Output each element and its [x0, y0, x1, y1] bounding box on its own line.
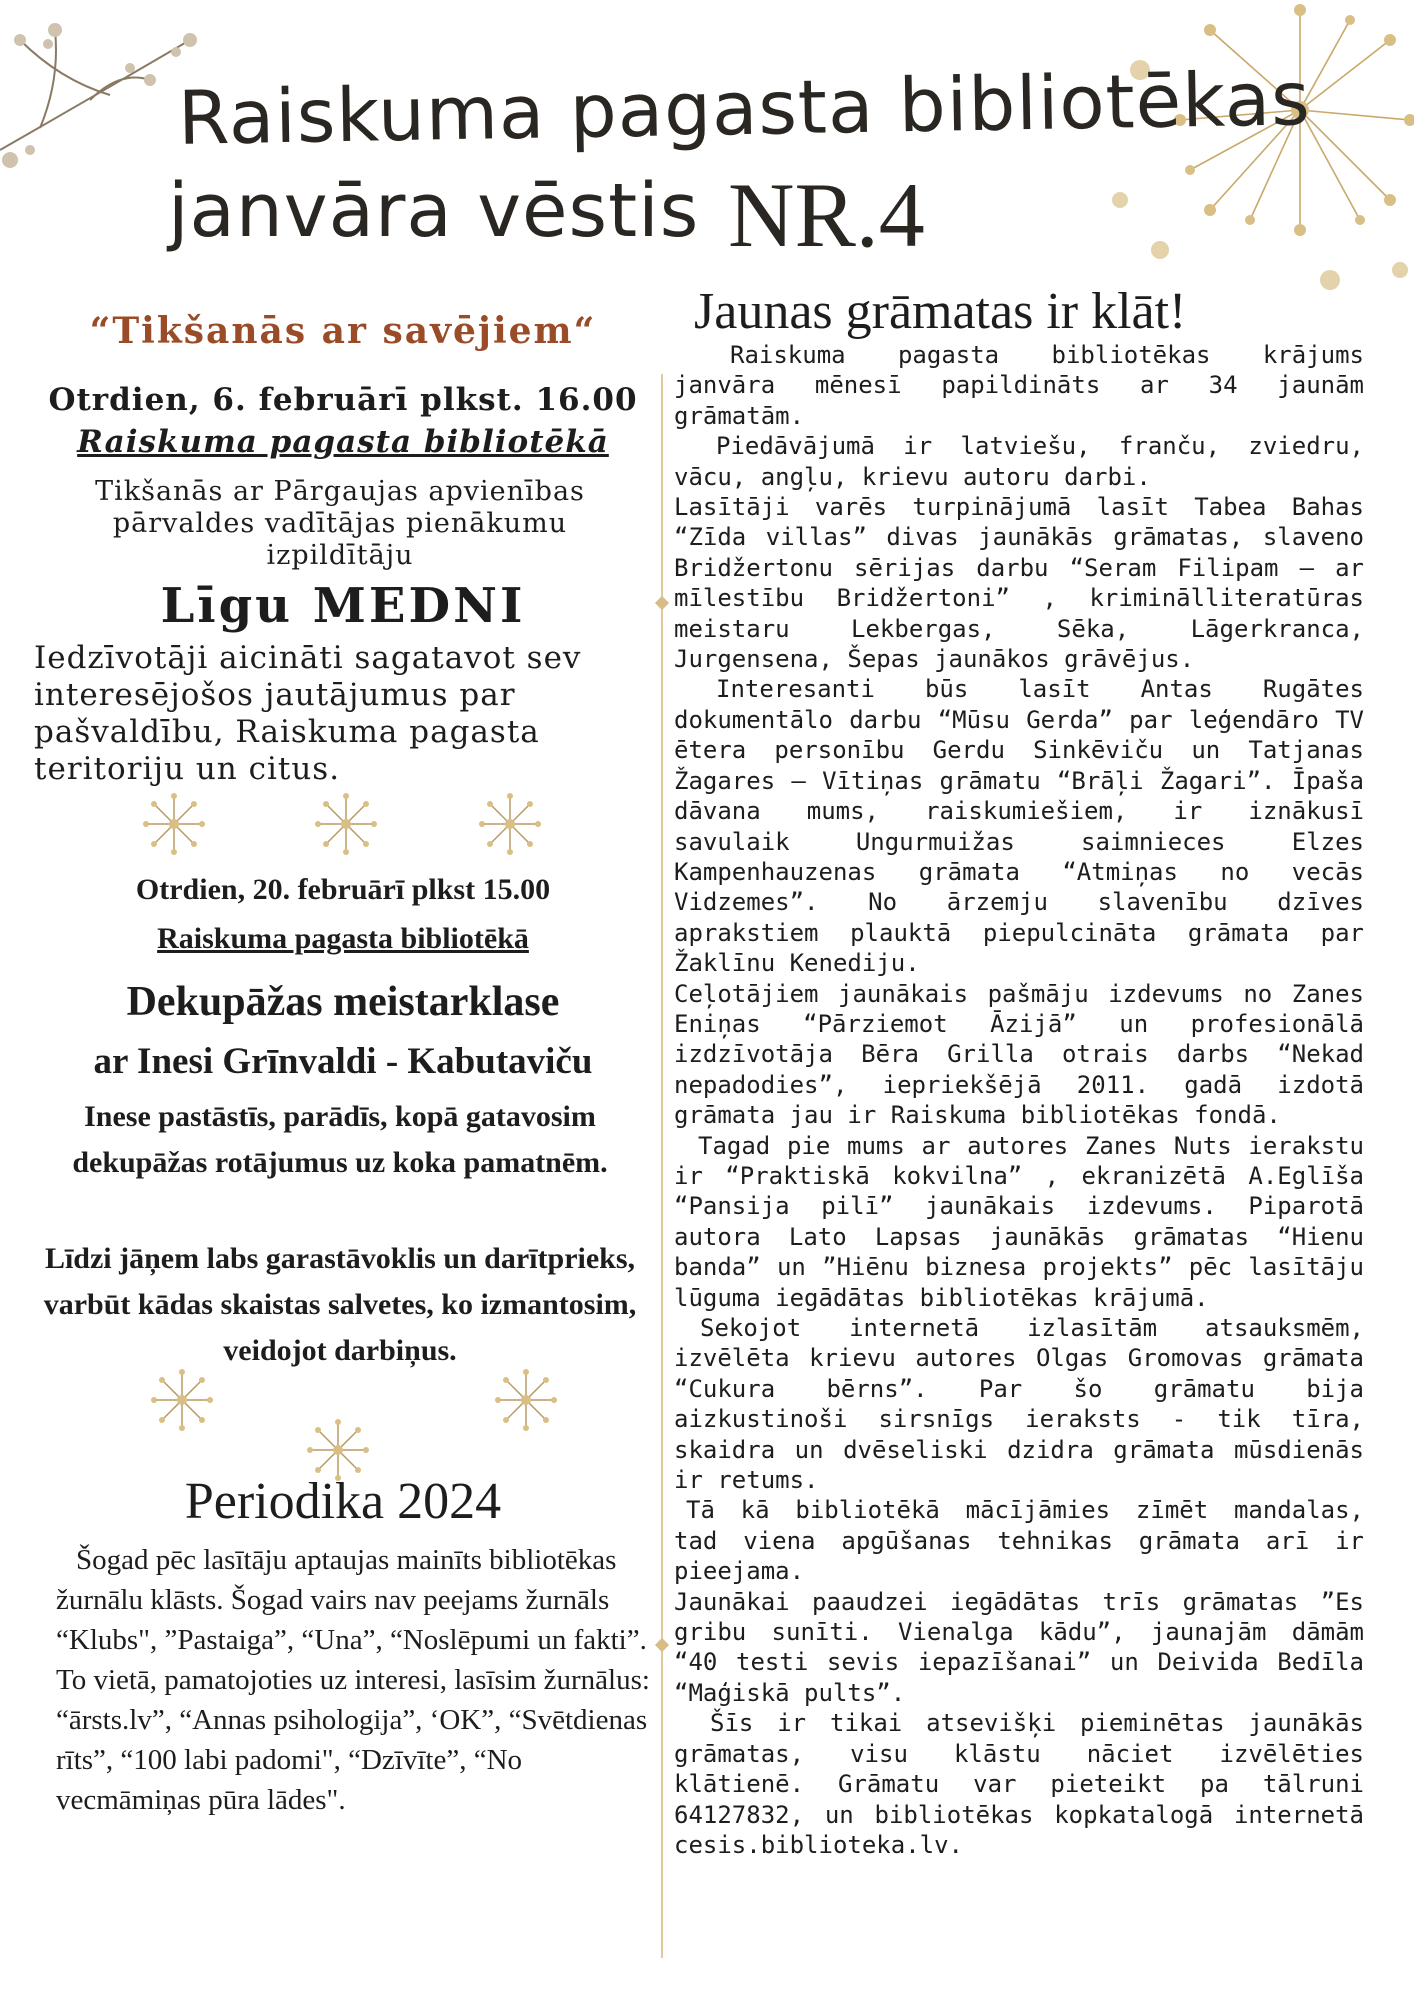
- snowflake-flower-icon: [494, 1368, 558, 1432]
- new-books-paragraph: Tā kā bibliotēkā mācījāmies zīmēt mandalas, tad viena apgūšanas tehnikas grāmata arī ir pieejama.: [674, 1496, 1364, 1586]
- event1-quote-title: “Tikšanās ar savējiem“: [89, 310, 597, 352]
- periodika-paragraph: Šogad pēc lasītāju aptaujas mainīts bibliotēkas žurnālu klāsts. Šogad vairs nav peejams žurnāls “Klubs", ”Pastaiga”, “Una”, “Noslēpumi un fakti”.: [56, 1544, 647, 1656]
- event2-place: Raiskuma pagasta bibliotēkā: [157, 922, 529, 955]
- event1-description: Tikšanās ar Pārgaujas apvienības pārvaldes vadītājas pienākumu izpildītāju: [95, 476, 585, 571]
- event1-place: Raiskuma pagasta bibliotēkā: [77, 424, 609, 460]
- event2-bring-note: Līdzi jāņem labs garastāvoklis un darītprieks, varbūt kādas skaistas salvetes, ko izmantosim, veidojot darbiņus.: [43, 1242, 637, 1367]
- snowflake-flower-icon: [150, 1368, 214, 1432]
- event2-description: Inese pastāstīs, parādīs, kopā gatavosim dekupāžas rotājumus uz koka pamatnēm.: [72, 1100, 608, 1179]
- periodika-heading: Periodika 2024: [184, 1473, 502, 1530]
- dandelion-flower-icon: [1100, 0, 1414, 300]
- newsletter-title: Raiskuma pagasta bibliotēkas: [177, 56, 1312, 162]
- event2-subtitle: ar Inesi Grīnvaldi - Kabutaviču: [93, 1041, 593, 1082]
- periodika-paragraph: To vietā, pamatojoties uz interesi, lasīsim žurnālus: “ārsts.lv”, “Annas psihologija”, ‘OK”, “Svētdienas rīts”, “100 labi padomi", “Dzīvīte”, “No vecmāmiņas pūra lādes".: [56, 1664, 650, 1816]
- event2-date: Otrdien, 20. februārī plkst 15.00: [135, 873, 551, 906]
- new-books-paragraph: Lasītāji varēs turpinājumā lasīt Tabea Bahas “Zīda villas” divas jaunākās grāmatas, slaveno Bridžertonu sērijas darbu “Seram Filipam – ar mīlestību Bridžertoni” , kriminālliteratūras meistaru Lekbergas, Sēka, Lāgerkranca, Jurgensena, Šepas jaunākos grāvējus.: [674, 493, 1364, 674]
- new-books-paragraph: Jaunākai paaudzei iegādātas trīs grāmatas ”Es gribu sunīti. Vienalga kādu”, jaunajām dāmām “40 testi sevis iepazīšanai” un Deivida Bedīla “Maģiskā pults”.: [674, 1587, 1364, 1707]
- divider-ornament: [655, 1638, 669, 1652]
- new-books-paragraph: Šīs ir tikai atsevišķi pieminētas jaunākās grāmatas, visu klāstu nāciet izvēlēties klātienē. Grāmatu var pieteikt pa tālruni 64127832, un bibliotēkas kopkatalogā internetā cesis.biblioteka.lv.: [674, 1709, 1364, 1859]
- event1-date: Otrdien, 6. februārī plkst. 16.00: [48, 382, 638, 418]
- divider-ornament: [655, 596, 669, 610]
- dry-branch-icon: [0, 0, 200, 190]
- new-books-heading: Jaunas grāmatas ir klāt!: [694, 283, 1187, 340]
- new-books-paragraph: Sekojot internetā izlasītām atsauksmēm, izvēlēta krievu autores Olgas Gromovas grāmata “Cukura bērns”. Par šo grāmatu bija aizkustinoši sirsnīgs ieraksts - tik tīra, skaidra un dvēseliski dzidra grāmata mūsdienās ir retums.: [674, 1314, 1364, 1495]
- new-books-paragraph: Ceļotājiem jaunākais pašmāju izdevums no Zanes Eniņas “Pārziemot Āzijā” un profesionālā izdzīvotāja Bēra Grilla otrais darbs “Nekad nepadodies”, iepriekšējā 2011. gadā izdotā grāmata jau ir Raiskuma bibliotēkas fondā.: [674, 979, 1364, 1130]
- newsletter-subtitle: janvāra vēstis: [168, 168, 700, 254]
- new-books-text: [674, 340, 1364, 1860]
- new-books-paragraph: Raiskuma pagasta bibliotēkas krājums janvāra mēnesī papildināts ar 34 jaunām grāmatām.: [674, 341, 1364, 430]
- new-books-paragraph: Piedāvājumā ir latviešu, franču, zviedru, vācu, angļu, krievu autoru darbi.: [674, 432, 1364, 491]
- periodika-text: [56, 1540, 656, 1820]
- new-books-paragraph: Tagad pie mums ar autores Zanes Nuts ierakstu ir “Praktiskā kokvilna” , ekranizētā A.Eglīša “Pansija pilī” jaunākais izdevums. Piparotā autora Lato Lapsas jaunākās grāmatas “Hienu banda” un ”Hiēnu biznesa projekts” pēc lasītāju lūguma iegādātas bibliotēkas krājumā.: [674, 1131, 1364, 1312]
- event2-title: Dekupāžas meistarklase: [126, 979, 560, 1025]
- event1-invitation: Iedzīvotāji aicināti sagatavot sev interesējošos jautājumus par pašvaldību, Raiskuma pagasta teritoriju un citus.: [34, 640, 582, 787]
- issue-number: NR.4: [728, 164, 925, 266]
- column-divider: [661, 374, 663, 1958]
- event1-guest-name: Līgu MEDNI: [160, 578, 526, 634]
- snowflake-flower-icon: [478, 792, 542, 856]
- snowflake-flower-icon: [142, 792, 206, 856]
- snowflake-flower-icon: [314, 792, 378, 856]
- new-books-paragraph: Interesanti būs lasīt Antas Rugātes dokumentālo darbu “Mūsu Gerda” par leģendāro TV ētera personību Gerdu Sinkēviču un Tatjanas Žagares – Vītiņas grāmatu “Brāļi Žagari”. Īpaša dāvana mums, raiskumiešiem, ir iznākusī savulaik Ungurmuižas saimnieces Elzes Kampenhauzenas grāmata “Atmiņas no vecās Vidzemes”. No ārzemju slavenību dzīves aprakstiem plauktā piepulcināta grāmata par Žaklīnu Kenediju.: [674, 675, 1364, 978]
